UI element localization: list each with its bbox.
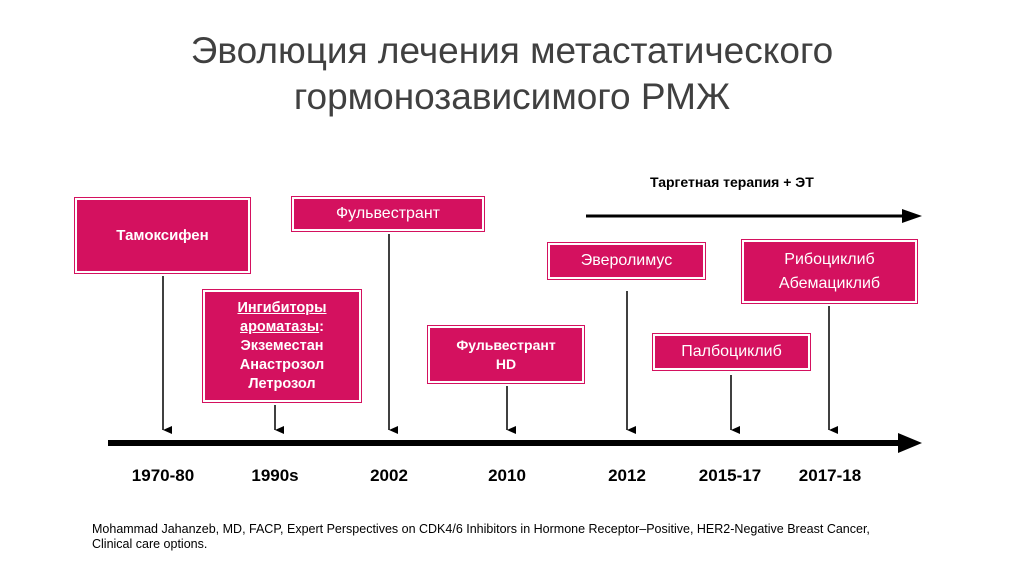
everolimus-label: Эверолимус [580,252,673,269]
timeline-axis-arrowhead [898,433,922,453]
fulvestrant-hd-line-1: Фульвестрант [456,336,556,353]
title-line-1: Эволюция лечения метастатического [190,30,834,71]
year-label: 2012 [608,466,646,485]
box-fulvestrant-hd [428,326,584,383]
aromatase-heading [205,299,359,337]
box-fulvestrant [292,197,484,231]
year-label: 1970-80 [131,466,195,485]
targeted-therapy-arrowhead [902,209,922,223]
drug-exemestane: Экземестан [240,337,324,354]
targeted-therapy-label: Таргетная терапия + ЭТ [650,174,814,190]
year-label: 1990s [251,466,299,485]
year-label: 2002 [370,466,408,485]
box-palbociclib [653,334,810,370]
fulvestrant-label: Фульвестрант [336,205,440,222]
year-label: 2015-17 [698,466,762,485]
year-label: 2017-18 [798,466,862,485]
abemaciclib-label: Абемациклиб [778,274,881,292]
aromatase-heading-colon: : [319,318,324,335]
title-line-2: гормонозависимого РМЖ [293,76,731,117]
box-ribociclib-abemaciclib [742,240,917,303]
box-tamoxifen [75,198,250,273]
aromatase-heading-text: Ингибиторы ароматазы [237,299,327,335]
box-everolimus [548,243,705,279]
fulvestrant-hd-line-2: HD [495,355,517,372]
box-aromatase-inhibitors [203,290,361,402]
palbociclib-label: Палбоциклиб [681,343,782,360]
ribociclib-label: Рибоциклиб [784,250,875,268]
citation-line-1: Mohammad Jahanzeb, MD, FACP, Expert Perspectives on CDK4/6 Inhibitors in Hormone Receptor–Positive, HER2-Negative Breast Cancer, [92,522,870,536]
citation [92,522,992,552]
drug-anastrozole: Анастрозол [239,356,325,373]
drug-letrozole: Летрозол [248,375,316,392]
year-label: 2010 [488,466,526,485]
citation-line-2: Clinical care options. [92,537,208,551]
tamoxifen-label: Тамоксифен [116,227,209,244]
